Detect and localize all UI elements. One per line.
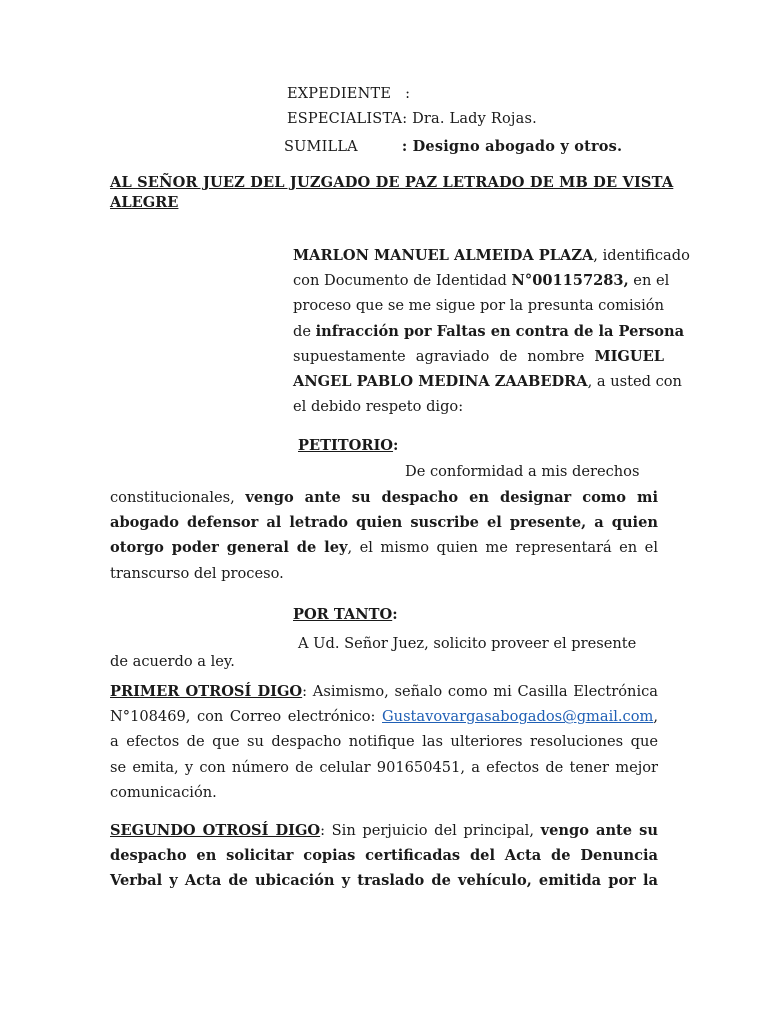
especialista-label: ESPECIALISTA: <box>287 111 408 127</box>
especialista-line <box>287 111 537 127</box>
petitorio-paragraph: constitucionales, vengo ante su despacho en designar como mi abogado defensor al letrado quien suscribe el presente, a quien otorgo poder general de ley, el mismo quien me representará en el transcurso del proceso. <box>110 489 658 582</box>
addressee-line-1: AL SEÑOR JUEZ DEL JUZGADO DE PAZ LETRADO DE MB DE VISTA <box>110 174 674 191</box>
petitorio-heading: PETITORIO: <box>298 437 399 454</box>
petitorio-line-1: De conformidad a mis derechos <box>405 463 640 480</box>
por-tanto-line-1: A Ud. Señor Juez, solicito proveer el presente <box>298 635 637 652</box>
segundo-otrosi-paragraph: SEGUNDO OTROSÍ DIGO: Sin perjuicio del principal, vengo ante su despacho en solicitar copias certificadas del Acta de Denuncia Verbal y Acta de ubicación y traslado de vehículo, emitida por la <box>110 822 658 890</box>
aggrieved-name: ANGEL PABLO MEDINA ZAABEDRA <box>293 372 588 390</box>
infraction-text: infracción por Faltas en contra de la Persona <box>315 322 685 340</box>
sumilla-line <box>284 138 622 155</box>
sumilla-label: SUMILLA <box>284 139 358 155</box>
document-number: 001157283, <box>532 272 629 290</box>
expediente-line <box>287 86 410 102</box>
por-tanto-heading: POR TANTO: <box>293 606 398 623</box>
especialista-value: Dra. Lady Rojas. <box>412 111 537 127</box>
expediente-separator: : <box>405 86 411 102</box>
primer-otrosi-paragraph: PRIMER OTROSÍ DIGO: Asimismo, señalo como mi Casilla Electrónica N°108469, con Correo electrónico: Gustavovargasabogados@gmail.com, a efectos de que su despacho notifique las ulteriores resoluciones que se emita, y con número de celular 901650451, a efectos de tener mejor comunicación. <box>110 683 658 801</box>
addressee-line-2: ALEGRE <box>110 194 179 211</box>
sumilla-value: : Designo abogado y otros. <box>401 138 623 155</box>
expediente-label: EXPEDIENTE <box>287 86 392 102</box>
segundo-otrosi-heading: SEGUNDO OTROSÍ DIGO <box>110 822 321 839</box>
petitioner-name: MARLON MANUEL ALMEIDA PLAZA <box>293 247 594 264</box>
email-link[interactable]: Gustavovargasabogados@gmail.com <box>382 708 654 726</box>
por-tanto-line-2: de acuerdo a ley. <box>110 653 235 670</box>
intro-paragraph: MARLON MANUEL ALMEIDA PLAZA, identificado con Documento de Identidad N°001157283, en el proceso que se me sigue por la presunta comisión de infracción por Faltas en contra de la Persona supuestamente agraviado de nombre MIGUEL ANGEL PABLO MEDINA ZAABEDRA, a usted con el debido respeto digo: <box>293 247 690 416</box>
primer-otrosi-heading: PRIMER OTROSÍ DIGO <box>110 683 303 700</box>
